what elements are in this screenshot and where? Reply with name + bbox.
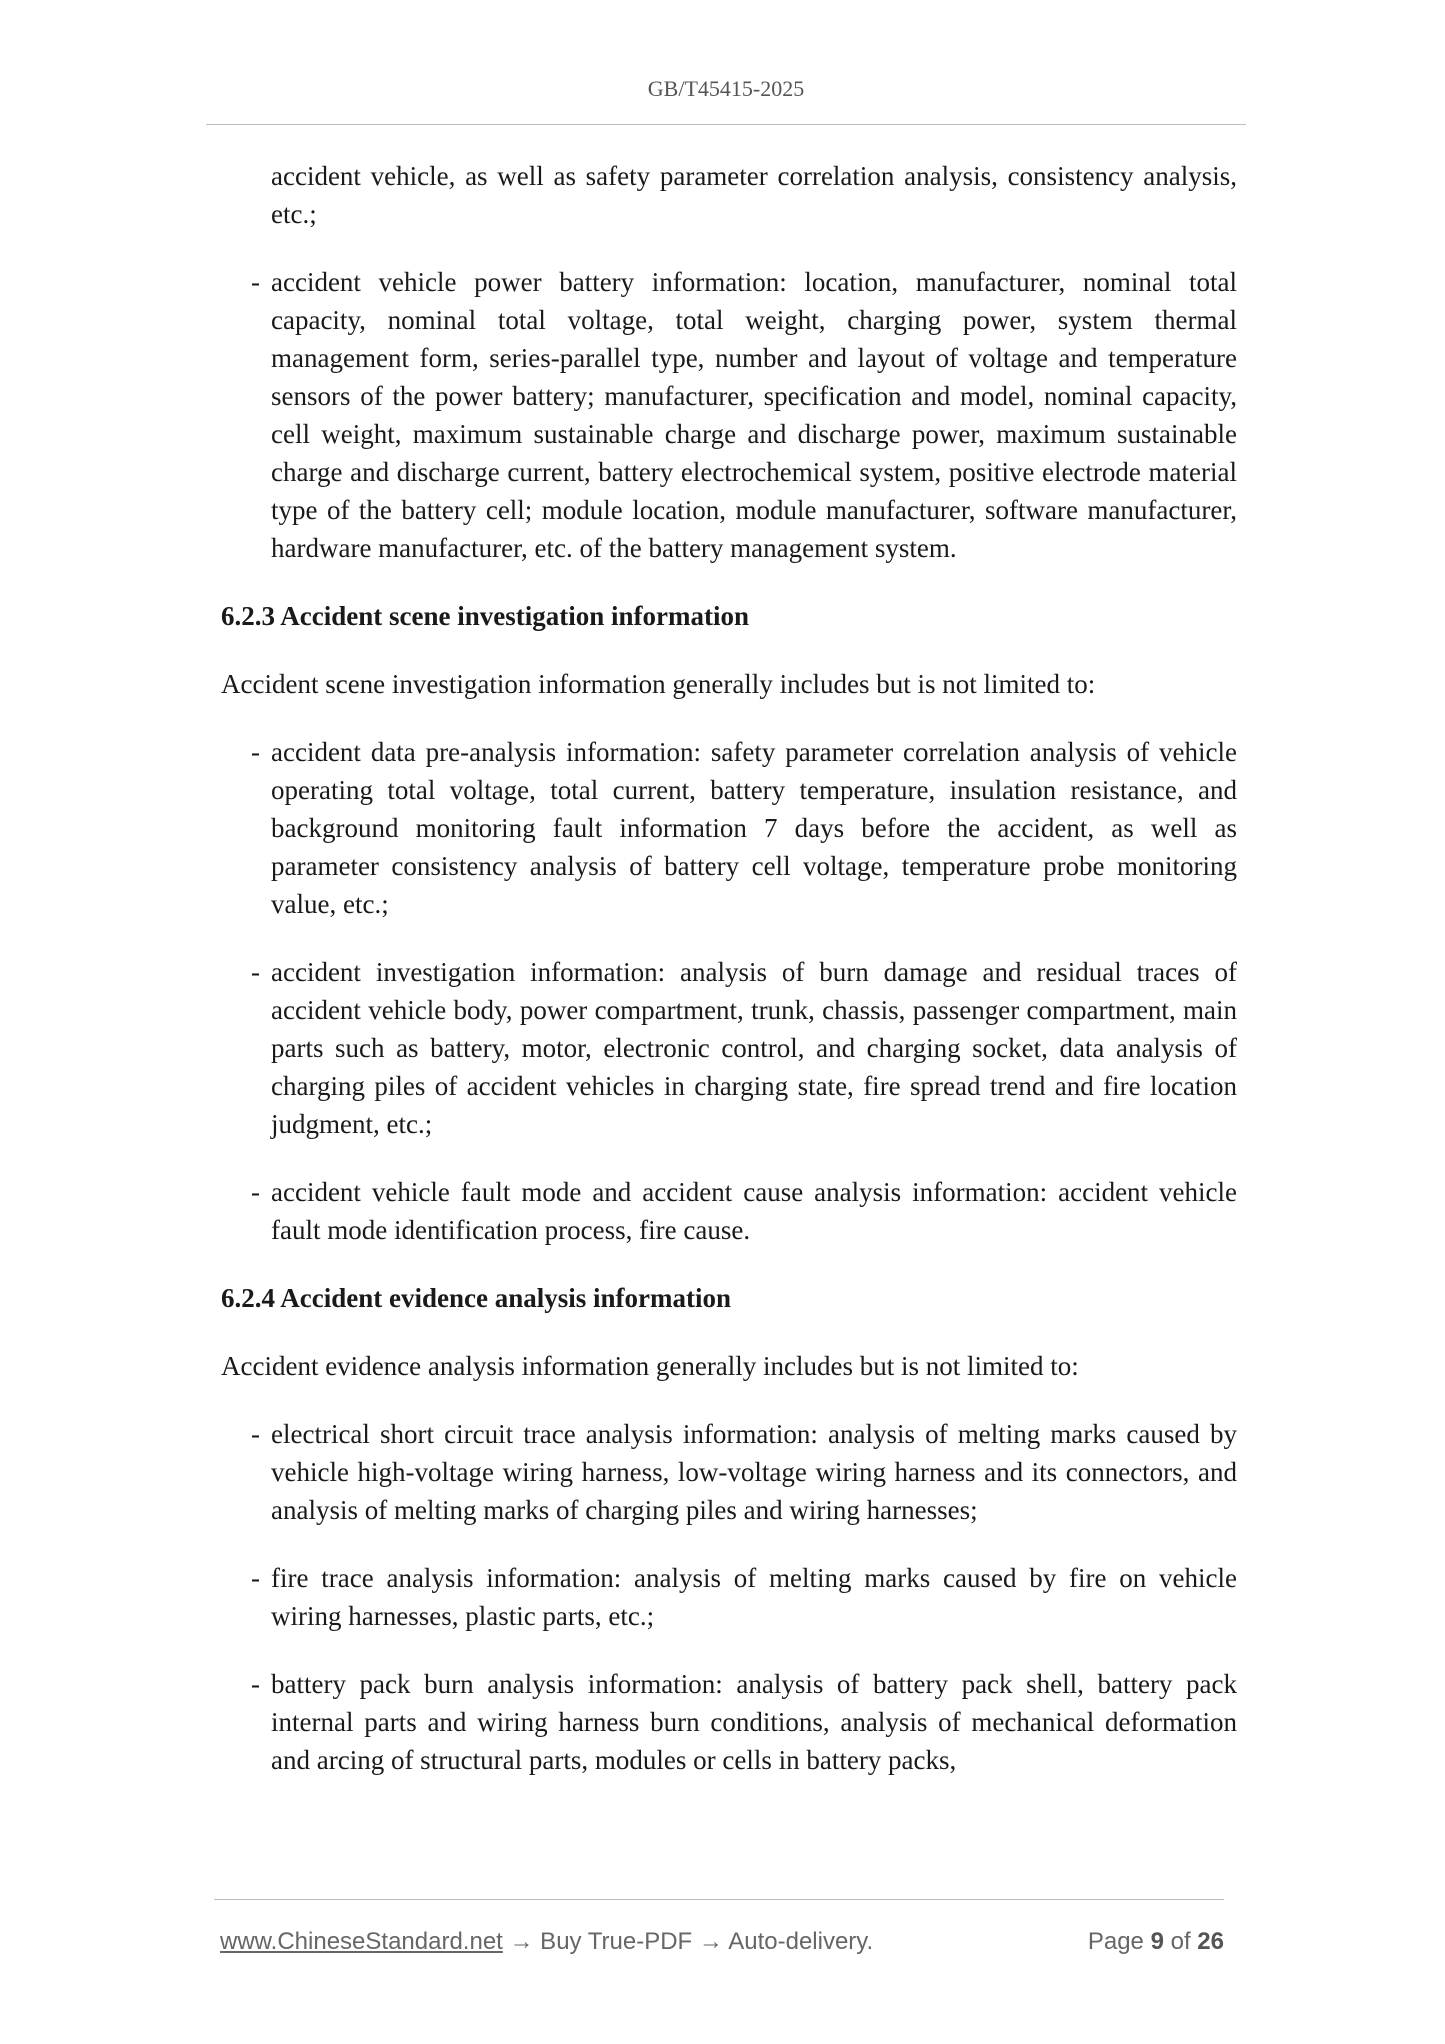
section-heading-6-2-3: 6.2.3 Accident scene investigation information <box>221 601 749 631</box>
page-indicator: Page 9 of 26 <box>1087 1928 1224 1955</box>
page-header <box>206 74 1246 125</box>
page-footer <box>214 1899 1224 1960</box>
page-number: 9 <box>1150 1928 1164 1955</box>
list-item-continuation: accident vehicle, as well as safety parameter correlation analysis, consistency analysis, etc.; <box>271 161 1237 229</box>
footer-promo <box>220 1928 873 1956</box>
list-item: - accident investigation information: analysis of burn damage and residual traces of accident vehicle body, power compartment, trunk, chassis, passenger compartment, main parts such as battery, motor, electronic control, and charging socket, data analysis of charging piles of accident vehicles in charging state, fire spread trend and fire location judgment, etc.; <box>251 957 1237 1139</box>
footer-tagline: → Buy True-PDF → Auto-delivery. <box>502 1928 874 1955</box>
site-link[interactable]: www.ChineseStandard.net <box>220 1928 503 1955</box>
document-body <box>221 157 1237 1779</box>
paragraph: Accident evidence analysis information generally includes but is not limited to: <box>221 1351 1079 1381</box>
list-item: - fire trace analysis information: analysis of melting marks caused by fire on vehicle wiring harnesses, plastic parts, etc.; <box>251 1563 1237 1631</box>
list-item: - accident data pre-analysis information: safety parameter correlation analysis of vehicle operating total voltage, total current, battery temperature, insulation resistance, and background monitoring fault information 7 days before the accident, as well as parameter consistency analysis of battery cell voltage, temperature probe monitoring value, etc.; <box>251 737 1237 919</box>
page-total: 26 <box>1197 1928 1224 1955</box>
document-id: GB/T45415-2025 <box>647 76 805 101</box>
list-item: - accident vehicle power battery information: location, manufacturer, nominal total capacity, nominal total voltage, total weight, charging power, system thermal management form, series-parallel type, number and layout of voltage and temperature sensors of the power battery; manufacturer, specification and model, nominal capacity, cell weight, maximum sustainable charge and discharge power, maximum sustainable charge and discharge current, battery electrochemical system, positive electrode material type of the battery cell; module location, module manufacturer, software manufacturer, hardware manufacturer, etc. of the battery management system. <box>251 267 1237 563</box>
section-heading-6-2-4: 6.2.4 Accident evidence analysis information <box>221 1283 731 1313</box>
paragraph: Accident scene investigation information generally includes but is not limited to: <box>221 669 1096 699</box>
list-item: - battery pack burn analysis information: analysis of battery pack shell, battery pack internal parts and wiring harness burn conditions, analysis of mechanical deformation and arcing of structural parts, modules or cells in battery packs, <box>251 1669 1237 1775</box>
list-item: - accident vehicle fault mode and accident cause analysis information: accident vehicle fault mode identification process, fire cause. <box>251 1177 1237 1245</box>
list-item: - electrical short circuit trace analysis information: analysis of melting marks caused by vehicle high-voltage wiring harness, low-voltage wiring harness and its connectors, and analysis of melting marks of charging piles and wiring harnesses; <box>251 1419 1237 1525</box>
